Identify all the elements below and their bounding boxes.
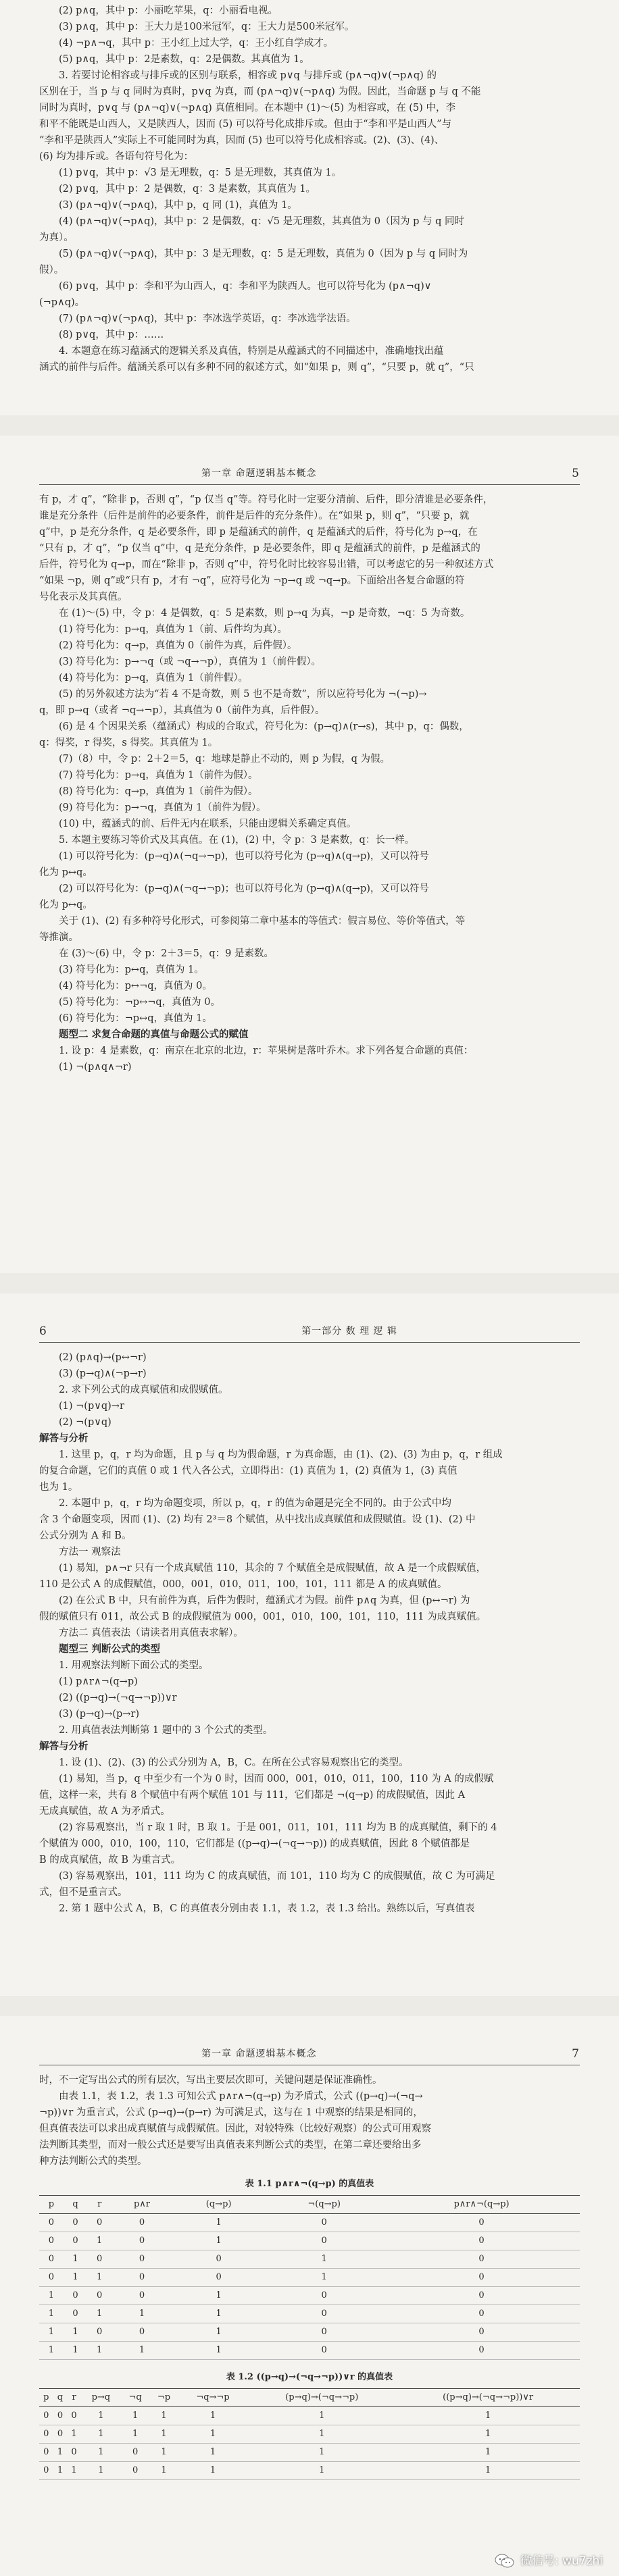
text-line: 题型三 判断公式的类型 <box>59 1643 161 1655</box>
table-cell: 0 <box>172 2250 265 2269</box>
table-header-cell: ¬p <box>149 2389 178 2407</box>
text-line: (3) (p∧¬q)∨(¬p∧q)，其中 p，q 同 (1)，真值为 1。 <box>59 200 297 211</box>
text-line: 有 p，才 q”，“除非 p，否则 q”，“p 仅当 q”等。符号化时一定要分清前、后件，即分清谁是必要条件， <box>39 494 493 505</box>
text-line: 1. 这里 p，q，r 均为命题，且 p 与 q 均为假命题，r 为真命题，由 (1)、(2)、(3) 为由 p，q，r 组成 <box>59 1449 503 1460</box>
text-line: (1) ¬(p∧q∧¬r) <box>59 1062 132 1073</box>
text-line: (6) 符号化为：¬p↔q，真值为 1。 <box>59 1013 212 1024</box>
table-header-cell: q <box>53 2389 68 2407</box>
text-line: (2) ¬(p∨q) <box>59 1417 112 1428</box>
table-cell: 1 <box>178 2462 248 2480</box>
text-line: 值，这样一来，共有 8 个赋值中有两个赋值 101 与 111，它们都是 ¬(q→p) 的成假赋值，因此 A <box>39 1790 466 1801</box>
page-2 <box>0 436 619 1273</box>
watermark-text: 微信号: wu7zhi <box>520 2554 603 2568</box>
text-line: (6) 均为排斥或。各语句符号化为： <box>39 151 194 162</box>
table-cell: 1 <box>112 2342 172 2360</box>
text-line: 和平不能既是山西人，又是陕西人，因而 (5) 可以符号化成排斥或。但由于“李和平是山西人”与 <box>39 119 452 130</box>
table-header-cell: ¬(q→p) <box>265 2196 383 2214</box>
table-cell: 1 <box>121 2425 149 2444</box>
text-line: 号化表示及其真值。 <box>39 592 128 602</box>
table-cell: 0 <box>112 2214 172 2232</box>
table-cell: 1 <box>121 2407 149 2425</box>
page-header <box>39 2046 580 2065</box>
page-2-body <box>39 492 580 1075</box>
text-line: 同时为真时，p∨q 与 (p∧¬q)∨(¬p∧q) 真值相同。在本题中 (1)～(5) 为相容或，在 (5) 中，李 <box>39 103 455 113</box>
table-cell: 1 <box>247 2425 396 2444</box>
text-line: (3) 符号化为：p→¬q（或 ¬q→¬p），真值为 1（前件假）。 <box>59 656 321 667</box>
header-title: 第一部分 数 理 逻 辑 <box>301 1326 397 1337</box>
table-cell: 1 <box>247 2407 396 2425</box>
page-1-body <box>39 3 580 376</box>
page-4 <box>0 2016 619 2576</box>
table-cell: 1 <box>247 2462 396 2480</box>
text-line: 假的赋值只有 011，故公式 B 的成假赋值为 000，001，010，100，101，110，111 为成真赋值。 <box>39 1612 487 1622</box>
text-line: (1) p∨q，其中 p：√3 是无理数，q：5 是无理数，其真值为 1。 <box>59 168 342 178</box>
text-line: (9) 符号化为：p→¬q，真值为 1（前件为假）。 <box>59 802 266 813</box>
page-3 <box>0 1293 619 1996</box>
page-1 <box>0 0 619 415</box>
table-cell: 0 <box>39 2232 64 2250</box>
table-cell: 1 <box>39 2287 64 2305</box>
table-cell: 1 <box>87 2232 112 2250</box>
text-line: (1) 符号化为：p→q，真值为 1（前、后件均为真）。 <box>59 624 287 635</box>
text-line: 含 3 个命题变项，因而 (1)、(2) 均有 2³＝8 个赋值，从中找出成真赋值和成假赋值。设 (1)、(2) 中 <box>39 1514 476 1525</box>
table-row <box>39 2250 580 2269</box>
table-cell: 1 <box>396 2425 580 2444</box>
table-cell: 0 <box>383 2305 580 2323</box>
table-cell: 0 <box>67 2444 81 2462</box>
text-line: 5. 本题主要练习等价式及其真值。在 (1)，(2) 中，令 p：3 是素数，q：长一样。 <box>59 835 415 846</box>
text-line: (7) 符号化为：p→q，真值为 1（前件为假）。 <box>59 770 258 781</box>
table-cell: 1 <box>178 2407 248 2425</box>
table-cell: 1 <box>87 2269 112 2287</box>
table-cell: 1 <box>396 2407 580 2425</box>
text-line: (2) 容易观察出，当 r 取 1 时，B 取 1。于是 001，011，101，111 均为 B 的成真赋值，剩下的 4 <box>59 1822 497 1833</box>
text-line: 方法二 真值表法（请读者用真值表求解）。 <box>59 1628 243 1639</box>
text-line: 1. 用观察法判断下面公式的类型。 <box>59 1660 209 1671</box>
text-line: 4. 本题意在练习蕴涵式的逻辑关系及真值，特别是从蕴涵式的不同描述中，准确地找出蕴 <box>59 346 444 357</box>
text-line: (3) 符号化为：p↔q，真值为 1。 <box>59 964 204 975</box>
text-line: 由表 1.1，表 1.2，表 1.3 可知公式 p∧r∧¬(q→p) 为矛盾式，公式 ((p→q)→(¬q→ <box>59 2091 423 2102</box>
table-row <box>39 2232 580 2250</box>
table-row <box>39 2287 580 2305</box>
table-cell: 0 <box>172 2269 265 2287</box>
table-cell: 0 <box>67 2407 81 2425</box>
text-line: 2. 用真值表法判断第 1 题中的 3 个公式的类型。 <box>59 1725 273 1736</box>
table-row <box>39 2444 580 2462</box>
table-cell: 0 <box>64 2232 88 2250</box>
text-line: 在 (1)～(5) 中，令 p：4 是偶数，q：5 是素数，则 p→q 为真，¬p 是奇数，¬q：5 为奇数。 <box>59 608 470 619</box>
table-cell: 1 <box>81 2425 121 2444</box>
table-cell: 1 <box>172 2323 265 2342</box>
table-cell: 1 <box>178 2444 248 2462</box>
table-row <box>39 2407 580 2425</box>
table-cell: 0 <box>39 2462 53 2480</box>
text-line: (4) 符号化为：p↔¬q，真值为 0。 <box>59 981 212 991</box>
header-title: 第一章 命题逻辑基本概念 <box>201 2049 317 2059</box>
text-line: (2) (p∧q)→(p↔¬r) <box>59 1352 147 1363</box>
text-line: q，即 p→q（或者 ¬q→¬p），其真值为 0（前件为真，后件假）。 <box>39 705 325 716</box>
table-row <box>39 2342 580 2360</box>
page-number: 6 <box>39 1324 47 1338</box>
table-cell: 1 <box>149 2462 178 2480</box>
text-line: (1) ¬(p∨q)→r <box>59 1401 124 1412</box>
text-line: 区别在于，当 p 与 q 同时为真时，p∨q 为真，而 (p∧¬q)∨(¬p∧q) 为假。因此，当命题 p 与 q 不能 <box>39 86 481 97</box>
text-line: 关于 (1)、(2) 有多种符号化形式，可参阅第二章中基本的等值式：假言易位、等价等值式，等 <box>59 916 466 927</box>
text-line: 题型二 求复合命题的真值与命题公式的赋值 <box>59 1029 249 1040</box>
table-cell: 0 <box>112 2232 172 2250</box>
wechat-icon <box>495 2553 515 2569</box>
page-gap <box>0 1273 619 1293</box>
table-row <box>39 2425 580 2444</box>
table-header-cell: r <box>67 2389 81 2407</box>
table-cell: 0 <box>87 2323 112 2342</box>
table-cell: 0 <box>87 2287 112 2305</box>
table-cell: 1 <box>265 2269 383 2287</box>
text-line: 解答与分析 <box>39 1433 89 1444</box>
table-cell: 1 <box>81 2462 121 2480</box>
table-cell: 1 <box>67 2425 81 2444</box>
table-row <box>39 2214 580 2232</box>
table-header-cell: (p→q)→(¬q→¬p) <box>247 2389 396 2407</box>
text-line: (2) 符号化为：q→p，真值为 0（前件为真，后件假）。 <box>59 640 297 651</box>
text-line: 个赋值为 000，010，100，110，它们都是 ((p→q)→(¬q→¬p)) 的成真赋值，因此 8 个赋值都是 <box>39 1838 470 1849</box>
table-cell: 1 <box>64 2342 88 2360</box>
text-line: 也为 1。 <box>39 1482 78 1493</box>
table-row <box>39 2323 580 2342</box>
table-cell: 0 <box>39 2407 53 2425</box>
table-cell: 0 <box>64 2305 88 2323</box>
text-line: “如果 ¬p，则 q”或“只有 p，才有 ¬q”，应符号化为 ¬p→q 或 ¬q→p。下面给出各复合命题的符 <box>39 575 465 586</box>
table-header-cell: p <box>39 2389 53 2407</box>
table-cell: 0 <box>383 2214 580 2232</box>
table-cell: 1 <box>53 2462 68 2480</box>
table-cell: 1 <box>67 2462 81 2480</box>
table-cell: 0 <box>121 2462 149 2480</box>
page-gap <box>0 415 619 436</box>
table-cell: 0 <box>39 2214 64 2232</box>
text-line: (6) 是 4 个因果关系（蕴涵式）构成的合取式，符号化为：(p→q)∧(r→s)，其中 p，q：偶数， <box>59 721 469 732</box>
text-line: (1) p∧r∧¬(q→p) <box>59 1676 138 1687</box>
table-cell: 0 <box>265 2287 383 2305</box>
text-line: (4) 符号化为：p→q，真值为 1（前件假）。 <box>59 673 248 684</box>
text-line: (5) 的另外叙述方法为“若 4 不是奇数，则 5 也不是奇数”，所以应符号化为 ¬(¬p)→ <box>59 689 427 700</box>
table-header-cell: p∧r∧¬(q→p) <box>383 2196 580 2214</box>
text-line: (5) (p∧¬q)∨(¬p∧q)，其中 p：3 是无理数，q：5 是无理数，真值为 0（因为 p 与 q 同时为 <box>59 249 468 259</box>
text-line: (1) 可以符号化为：(p→q)∧(¬q→¬p)，也可以符号化为 (p→q)∧(q→p)，又可以符号 <box>59 851 429 862</box>
table-cell: 0 <box>112 2269 172 2287</box>
text-line: 假）。 <box>39 265 64 276</box>
table-cell: 0 <box>265 2232 383 2250</box>
text-line: (2) ((p→q)→(¬q→¬p))∨r <box>59 1693 177 1703</box>
text-line: (4) ¬p∧¬q，其中 p：王小红上过大学，q：王小红自学成才。 <box>59 38 334 49</box>
page-gap <box>0 1996 619 2016</box>
text-line: (5) 符号化为：¬p↔¬q，真值为 0。 <box>59 997 220 1008</box>
table-cell: 1 <box>172 2214 265 2232</box>
text-line: (1) 易知，p∧¬r 只有一个成真赋值 110，其余的 7 个赋值全是成假赋值，故 A 是一个成假赋值， <box>59 1563 487 1574</box>
text-line: (2) p∨q，其中 p：2 是偶数，q：3 是素数，其真值为 1。 <box>59 184 316 195</box>
table-cell: 1 <box>149 2407 178 2425</box>
table-cell: 1 <box>265 2250 383 2269</box>
table-cell: 0 <box>112 2250 172 2269</box>
table-header-cell: p∧r <box>112 2196 172 2214</box>
table-header-cell: (q→p) <box>172 2196 265 2214</box>
text-line: 式，但不是重言式。 <box>39 1887 128 1898</box>
table-row <box>39 2269 580 2287</box>
table-cell: 1 <box>112 2305 172 2323</box>
table-header-cell: p→q <box>81 2389 121 2407</box>
header-title: 第一章 命题逻辑基本概念 <box>201 468 317 479</box>
table-header-cell: ¬q <box>121 2389 149 2407</box>
text-line: (8) 符号化为：q→p，真值为 1（前件为假）。 <box>59 786 258 797</box>
table-cell: 0 <box>39 2425 53 2444</box>
table-cell: 1 <box>247 2444 396 2462</box>
table-cell: 0 <box>64 2287 88 2305</box>
table-cell: 1 <box>64 2323 88 2342</box>
page-number: 7 <box>572 2047 580 2061</box>
table-cell: 0 <box>39 2269 64 2287</box>
text-line: B 的成真赋值，故 B 为重言式。 <box>39 1855 181 1865</box>
table-cell: 0 <box>121 2444 149 2462</box>
text-line: (2) 在公式 B 中，只有前件为真，后件为假时，蕴涵式才为假。前件 p∧q 为真，但 (p↔¬r) 为 <box>59 1595 470 1606</box>
table-cell: 1 <box>81 2444 121 2462</box>
text-line: 2. 本题中 p，q，r 均为命题变项，所以 p，q，r 的值为命题是完全不同的。由于公式中均 <box>59 1498 451 1509</box>
table-cell: 0 <box>383 2269 580 2287</box>
table-cell: 1 <box>172 2287 265 2305</box>
table-cell: 0 <box>383 2250 580 2269</box>
text-line: (1) 易知，当 p，q 中至少有一个为 0 时，因而 000，001，010，011，100，110 为 A 的成假赋 <box>59 1774 494 1784</box>
text-line: 为真）。 <box>39 232 74 243</box>
text-line: (2) 可以符号化为：(p→q)∧(¬q→¬p)；也可以符号化为 (p→q)∧(q→p)，又可以符号 <box>59 883 429 894</box>
text-line: (2) p∧q，其中 p：小丽吃苹果，q：小丽看电视。 <box>59 5 278 16</box>
text-line: (3) (p→q)∧(¬p→r) <box>59 1368 147 1379</box>
wechat-watermark <box>495 2553 603 2569</box>
text-line: 时，不一定写出公式的所有层次，写出主要层次即可，关键问题是保证准确性。 <box>39 2075 382 2086</box>
table-cell: 0 <box>265 2214 383 2232</box>
text-line: (7) (p∧¬q)∨(¬p∧q)，其中 p：李冰选学英语，q：李冰选学法语。 <box>59 313 356 324</box>
truth-table-2 <box>39 2365 580 2480</box>
table-cell: 0 <box>64 2214 88 2232</box>
text-line: 公式分别为 A 和 B。 <box>39 1530 132 1541</box>
text-line: 110 是公式 A 的成假赋值，000，001，010，011，100，101，111 都是 A 的成真赋值。 <box>39 1579 447 1590</box>
text-line: 法判断其类型，而对一般公式还是要写出真值表来判断公式的类型，在第二章还要给出多 <box>39 2140 422 2150</box>
text-line: 化为 p↔q。 <box>39 867 93 878</box>
table-cell: 0 <box>265 2342 383 2360</box>
text-line: (5) p∧q，其中 p：2是素数，q：2是偶数。其真值为 1。 <box>59 54 310 65</box>
text-line: (3) p∧q，其中 p：王大力是100米冠军，q：王大力是500米冠军。 <box>59 22 355 32</box>
text-line: “李和平是陕西人”实际上不可能同时为真，因而 (5) 也可以符号化成相容或。(2)、(3)、(4)、 <box>39 135 445 146</box>
text-line: 种方法判断公式的类型。 <box>39 2156 147 2167</box>
text-line: 1. 设 p：4 是素数，q：南京在北京的北边，r：苹果树是落叶乔木。求下列各复合命题的真值： <box>59 1046 474 1056</box>
text-line: 解答与分析 <box>39 1741 89 1752</box>
table-cell: 1 <box>172 2305 265 2323</box>
text-line: (3) (p→q)→(p→r) <box>59 1709 140 1720</box>
table-cell: 1 <box>39 2342 64 2360</box>
text-line: q：得奖，r 得奖，s 得奖。其真值为 1。 <box>39 738 218 748</box>
table-caption: 表 1.1 p∧r∧¬(q→p) 的真值表 <box>245 2179 374 2189</box>
table-cell: 1 <box>149 2444 178 2462</box>
text-line: (10) 中，蕴涵式的前、后件无内在联系，只能由逻辑关系确定真值。 <box>59 819 357 829</box>
table-header-cell: ¬q→¬p <box>178 2389 248 2407</box>
table-cell: 1 <box>39 2305 64 2323</box>
table-header-cell: q <box>64 2196 88 2214</box>
table-cell: 1 <box>172 2232 265 2250</box>
text-line: 的复合命题，它们的真值 0 或 1 代入各公式，立即得出：(1) 真值为 1，(2) 真值为 1，(3) 真值 <box>39 1466 457 1476</box>
table-cell: 0 <box>87 2250 112 2269</box>
table-cell: 1 <box>64 2269 88 2287</box>
table-cell: 1 <box>178 2425 248 2444</box>
table-cell: 1 <box>396 2462 580 2480</box>
table-cell: 0 <box>383 2342 580 2360</box>
table-cell: 1 <box>87 2342 112 2360</box>
text-line: (6) p∨q，其中 p：李和平为山西人，q：李和平为陕西人。也可以符号化为 (p∧¬q)∨ <box>59 281 432 292</box>
text-line: q”中，p 是充分条件，q 是必要条件，即 p 是蕴涵式的前件，q 是蕴涵式的后件，符号化为 p→q，在 <box>39 527 478 538</box>
text-line: 化为 p↔q。 <box>39 900 93 910</box>
table-cell: 0 <box>112 2287 172 2305</box>
text-line: 后件，符号化为 q→p，而在“除非 p，否则 q”中，符号化时比较容易出错，可以考虑它的另一种叙述方式 <box>39 559 494 570</box>
text-line: 方法一 观察法 <box>59 1547 121 1557</box>
page-3-body <box>39 1349 580 1917</box>
text-line: 3. 若要讨论相容或与排斥或的区别与联系，相容或 p∨q 与排斥或 (p∧¬q)∨(¬p∧q) 的 <box>59 70 437 81</box>
text-line: 无成真赋值，故 A 为矛盾式。 <box>39 1806 170 1817</box>
table-header-cell: p <box>39 2196 64 2214</box>
text-line: ¬p))∨r 为重言式，公式 (p→q)→(p→r) 为可满足式，这与在 1 中观察的结果是相同的， <box>39 2107 423 2118</box>
text-line: 1. 设 (1)、(2)、(3) 的公式分别为 A，B，C。在所在公式容易观察出它的类型。 <box>59 1757 409 1768</box>
text-line: (7)（8）中，令 p：2＋2＝5，q：地球是静止不动的，则 p 为假，q 为假。 <box>59 754 391 765</box>
table-cell: 1 <box>64 2250 88 2269</box>
table-cell: 0 <box>265 2305 383 2323</box>
table-caption: 表 1.2 ((p→q)→(¬q→¬p))∨r 的真值表 <box>226 2372 393 2382</box>
table-cell: 1 <box>39 2323 64 2342</box>
table-cell: 0 <box>383 2323 580 2342</box>
table-cell: 0 <box>87 2214 112 2232</box>
table-cell: 1 <box>53 2444 68 2462</box>
table-header-cell: ((p→q)→(¬q→¬p))∨r <box>396 2389 580 2407</box>
page-4-body <box>39 2072 580 2169</box>
text-line: (8) p∨q，其中 p：…… <box>59 330 164 340</box>
page-number: 5 <box>572 467 580 480</box>
table-cell: 1 <box>172 2342 265 2360</box>
table-cell: 0 <box>265 2323 383 2342</box>
table-cell: 0 <box>53 2407 68 2425</box>
table-cell: 0 <box>39 2444 53 2462</box>
table-cell: 1 <box>149 2425 178 2444</box>
page-header <box>39 1323 580 1343</box>
text-line: 2. 第 1 题中公式 A，B，C 的真值表分别由表 1.1，表 1.2，表 1.3 给出。熟练以后，写真值表 <box>59 1903 475 1914</box>
table-cell: 0 <box>383 2287 580 2305</box>
table-cell: 0 <box>383 2232 580 2250</box>
text-line: 但真值表法可以求出成真赋值与成假赋值。因此，对较特殊（比较好观察）的公式可用观察 <box>39 2123 431 2134</box>
text-line: “只有 p，才 q”，“p 仅当 q”中，q 是充分条件，p 是必要条件，即 q 是蕴涵式的前件，p 是蕴涵式的 <box>39 543 480 554</box>
text-line: (3) 容易观察出，101，111 均为 C 的成真赋值，而 101，110 均为 C 的成假赋值，故 C 为可满足 <box>59 1871 495 1882</box>
text-line: 谁是充分条件（后件是前件的必要条件，前件是后件的充分条件）。在“如果 p，则 q”，“只要 p，就 <box>39 511 470 521</box>
text-line: (¬p∧q)。 <box>39 297 85 308</box>
table-cell: 1 <box>81 2407 121 2425</box>
table-row <box>39 2305 580 2323</box>
table-cell: 0 <box>112 2323 172 2342</box>
table-cell: 1 <box>87 2305 112 2323</box>
truth-table-1 <box>39 2172 580 2360</box>
table-cell: 1 <box>396 2444 580 2462</box>
table-cell: 0 <box>53 2425 68 2444</box>
text-line: 涵式的前件与后件。蕴涵关系可以有多种不同的叙述方式，如“如果 p，则 q”，“只要 p，就 q”，“只 <box>39 362 474 373</box>
text-line: (4) (p∧¬q)∨(¬p∧q)，其中 p：2 是偶数，q：√5 是无理数，其真值为 0（因为 p 与 q 同时 <box>59 216 464 227</box>
text-line: 在 (3)～(6) 中，令 p：2＋3＝5，q：9 是素数。 <box>59 948 274 959</box>
table-row <box>39 2462 580 2480</box>
text-line: 2. 求下列公式的成真赋值和成假赋值。 <box>59 1385 228 1395</box>
table-header-cell: r <box>87 2196 112 2214</box>
table-cell: 0 <box>39 2250 64 2269</box>
text-line: 等推演。 <box>39 932 78 943</box>
page-header <box>39 465 580 485</box>
